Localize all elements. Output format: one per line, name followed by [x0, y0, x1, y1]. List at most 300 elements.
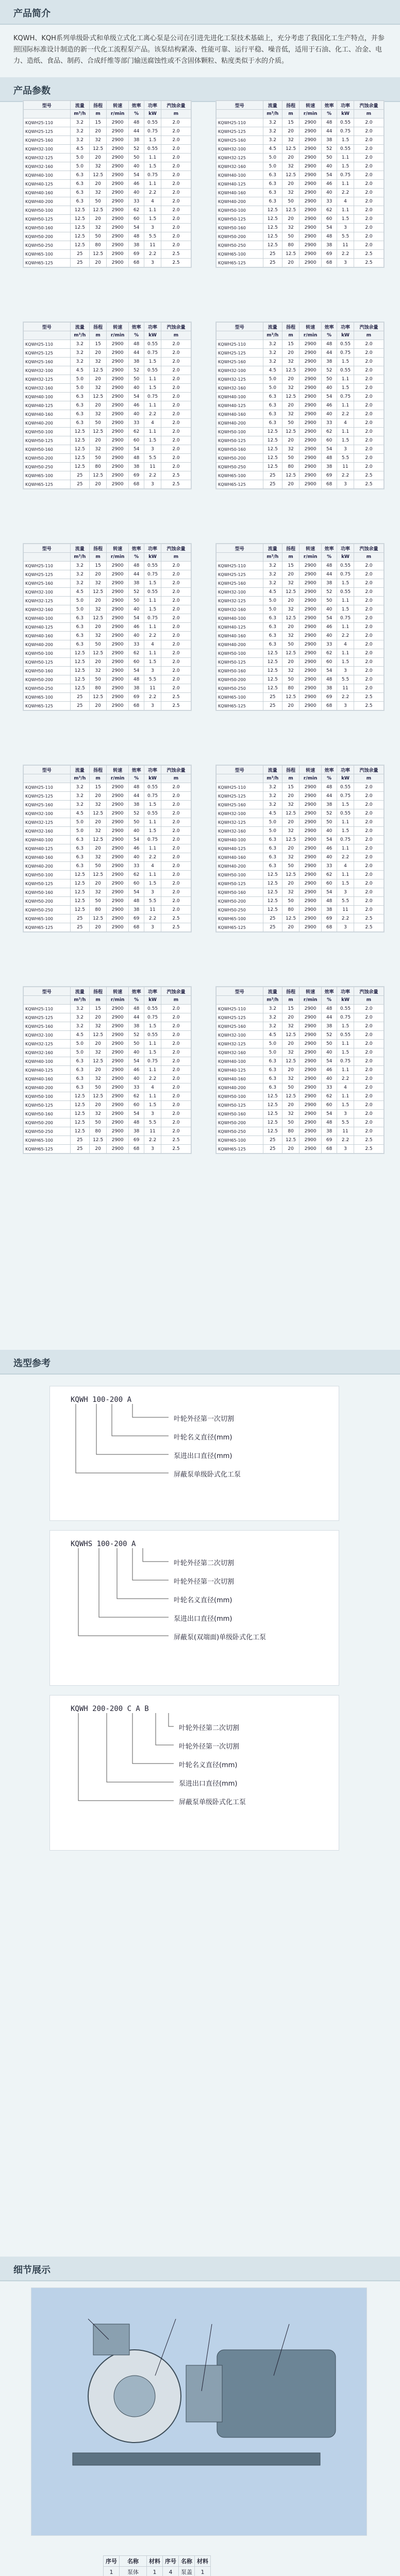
spec-cell: 2.0	[354, 588, 384, 597]
spec-cell: KQWH40-200	[216, 419, 263, 428]
spec-cell: 2.0	[354, 171, 384, 180]
spec-cell: 48	[322, 562, 337, 570]
table-row	[24, 1048, 191, 1057]
spec-cell: 20	[90, 1101, 107, 1110]
spec-cell: 2.0	[354, 1005, 384, 1013]
spec-col-header: 流量	[70, 323, 90, 331]
spec-cell: KQWH32-160	[216, 384, 263, 393]
spec-cell: 2.0	[354, 906, 384, 914]
spec-cell: 0.55	[337, 588, 354, 597]
spec-cell: 48	[129, 118, 144, 127]
spec-cell: 46	[129, 1066, 144, 1075]
table-row	[216, 888, 384, 897]
spec-col-header: 汽蚀余量	[354, 987, 384, 996]
spec-cell: 12.5	[282, 649, 299, 658]
spec-cell: 1.1	[337, 649, 354, 658]
spec-cell: 46	[322, 401, 337, 410]
spec-unit-header: kW	[144, 110, 161, 118]
table-row	[216, 232, 384, 241]
spec-cell: 6.3	[70, 410, 90, 419]
spec-col-header: 扬程	[282, 544, 299, 553]
table-row	[216, 480, 384, 489]
spec-cell: 3.2	[263, 792, 282, 801]
spec-cell: 0.75	[144, 171, 161, 180]
spec-unit-header: %	[129, 996, 144, 1005]
spec-cell: 2900	[299, 180, 322, 189]
spec-cell: 5.0	[263, 154, 282, 162]
table-row	[216, 1118, 384, 1127]
spec-cell: 54	[322, 1110, 337, 1118]
spec-cell: 2.0	[354, 241, 384, 250]
spec-cell: 52	[322, 809, 337, 818]
spec-cell: 20	[282, 1066, 299, 1075]
spec-cell: 2.0	[161, 410, 191, 419]
spec-cell: 2.0	[354, 118, 384, 127]
spec-unit-header: %	[129, 774, 144, 783]
table-row	[24, 349, 191, 358]
spec-cell: 1.5	[144, 879, 161, 888]
spec-cell: 12.5	[70, 649, 90, 658]
spec-cell: 20	[90, 1145, 107, 1154]
spec-cell: 50	[129, 597, 144, 605]
select-header	[0, 1350, 400, 1375]
spec-cell: 12.5	[263, 224, 282, 232]
spec-cell: 20	[282, 879, 299, 888]
table-row	[24, 171, 191, 180]
table-row	[216, 649, 384, 658]
spec-cell: KQWH50-250	[216, 684, 263, 693]
table-row	[216, 914, 384, 923]
spec-cell: 1.1	[144, 1040, 161, 1048]
bracket-lines-2	[50, 1531, 339, 1685]
spec-cell: 2.5	[161, 471, 191, 480]
spec-cell: 2900	[107, 1092, 129, 1101]
spec-cell: 20	[282, 1145, 299, 1154]
spec-cell: 2900	[107, 1048, 129, 1057]
table-row	[216, 588, 384, 597]
spec-cell: 25	[263, 259, 282, 267]
spec-cell: 1.5	[144, 1048, 161, 1057]
spec-cell: 2.0	[354, 349, 384, 358]
spec-cell: 11	[144, 241, 161, 250]
spec-cell: KQWH25-110	[24, 118, 71, 127]
spec-cell: 54	[129, 224, 144, 232]
table-row	[216, 358, 384, 366]
spec-cell: 2.0	[354, 419, 384, 428]
spec-cell: 69	[129, 471, 144, 480]
spec-cell: 0.55	[144, 1031, 161, 1040]
spec-cell: 2.2	[337, 410, 354, 419]
spec-pane	[23, 765, 192, 933]
spec-cell: 2900	[107, 1110, 129, 1118]
spec-cell: 2.5	[354, 923, 384, 932]
spec-cell: 12.5	[90, 1136, 107, 1145]
spec-unit-header: kW	[144, 553, 161, 562]
spec-cell: 20	[282, 623, 299, 632]
table-row	[216, 597, 384, 605]
spec-cell: 2.2	[144, 1136, 161, 1145]
spec-unit-header: m	[354, 331, 384, 340]
table-row	[216, 471, 384, 480]
spec-cell: 2.0	[354, 605, 384, 614]
spec-cell: 4.5	[263, 1031, 282, 1040]
spec-cell: 2.0	[354, 1057, 384, 1066]
spec-cell: 2.0	[161, 145, 191, 154]
spec-cell: 2900	[107, 224, 129, 232]
spec-cell: 2900	[299, 658, 322, 667]
spec-cell: 2.0	[161, 649, 191, 658]
spec-cell: 2900	[107, 675, 129, 684]
spec-cell: 2900	[299, 136, 322, 145]
spec-cell: KQWH32-125	[24, 597, 71, 605]
spec-cell: 50	[282, 1083, 299, 1092]
spec-cell: 6.3	[263, 180, 282, 189]
spec-col-header: 转速	[107, 766, 129, 774]
table-row	[24, 419, 191, 428]
spec-cell: 2.2	[337, 189, 354, 197]
spec-cell: 5.0	[263, 1040, 282, 1048]
spec-cell: 1.1	[337, 180, 354, 189]
spec-cell: 2900	[299, 862, 322, 871]
spec-cell: 2.0	[161, 675, 191, 684]
spec-col-header: 扬程	[90, 766, 107, 774]
spec-col-header: 功率	[337, 766, 354, 774]
spec-cell: KQWH50-250	[216, 906, 263, 914]
spec-cell: 48	[322, 675, 337, 684]
spec-cell: 2.0	[161, 454, 191, 463]
spec-cell: 54	[322, 667, 337, 675]
intro-text: KQWH、KQH系列单级卧式和单级立式化工离心泵是公司在引进先进化工泵技术基础上，充分考虑了我国化工生产特点，并参照国际标准设计制造的新一代化工流程泵产品。该泵结构紧凑、性能可靠、运行平稳、噪音低，适用于石油、化工、冶金、电力、造纸、食品、制药、合成纤维等部门输送腐蚀性或不含固体颗粒、粘度类似于水的介质。	[13, 35, 385, 65]
spec-pane	[23, 543, 192, 711]
spec-cell: 1.5	[337, 384, 354, 393]
spec-cell: 2.5	[161, 702, 191, 710]
spec-col-header: 效率	[322, 323, 337, 331]
spec-cell: 2.0	[354, 1118, 384, 1127]
spec-unit-header	[24, 553, 71, 562]
spec-cell: KQWH25-160	[216, 579, 263, 588]
spec-cell: 5.5	[144, 675, 161, 684]
spec-cell: 12.5	[282, 588, 299, 597]
spec-cell: 32	[90, 667, 107, 675]
spec-cell: 68	[129, 480, 144, 489]
spec-cell: 54	[129, 614, 144, 623]
spec-cell: KQWH40-125	[24, 844, 71, 853]
spec-cell: 25	[70, 250, 90, 259]
table-row	[24, 358, 191, 366]
spec-cell: 2900	[107, 783, 129, 792]
spec-cell: 20	[90, 844, 107, 853]
struct-header	[0, 2257, 400, 2281]
spec-cell: 20	[282, 180, 299, 189]
spec-cell: 6.3	[70, 419, 90, 428]
spec-cell: 1.1	[337, 428, 354, 436]
spec-cell: 1.5	[144, 827, 161, 836]
spec-cell: 40	[322, 384, 337, 393]
spec-cell: 40	[322, 189, 337, 197]
spec-cell: 32	[282, 888, 299, 897]
spec-cell: 20	[282, 844, 299, 853]
spec-cell: 2900	[107, 1083, 129, 1092]
table-row	[216, 118, 384, 127]
spec-cell: 2.0	[354, 206, 384, 215]
struct-heading: 细节展示	[13, 2265, 51, 2276]
spec-cell: 20	[282, 401, 299, 410]
spec-cell: 2900	[107, 809, 129, 818]
spec-cell: 48	[322, 454, 337, 463]
spec-cell: 2900	[107, 605, 129, 614]
spec-cell: KQWH50-125	[216, 436, 263, 445]
spec-cell: 54	[322, 393, 337, 401]
spec-cell: 20	[90, 436, 107, 445]
table-row	[216, 1022, 384, 1031]
spec-cell: 12.5	[90, 1092, 107, 1101]
spec-pane	[215, 321, 385, 489]
spec-cell: 2.0	[354, 1101, 384, 1110]
table-row	[24, 597, 191, 605]
legend2-2: 叶轮名义直径(mm)	[174, 1597, 232, 1604]
spec-cell: 38	[129, 684, 144, 693]
spec-cell: 69	[322, 693, 337, 702]
spec-cell: 2.2	[144, 693, 161, 702]
table-row	[24, 836, 191, 844]
spec-cell: 20	[90, 215, 107, 224]
table-row	[24, 259, 191, 267]
spec-col-header: 功率	[144, 766, 161, 774]
spec-cell: 12.5	[70, 454, 90, 463]
table-row	[24, 436, 191, 445]
table-row	[216, 154, 384, 162]
spec-cell: 3	[337, 923, 354, 932]
spec-cell: 2.0	[161, 853, 191, 862]
spec-cell: 6.3	[263, 632, 282, 640]
table-row	[216, 171, 384, 180]
spec-cell: 2.0	[354, 836, 384, 844]
spec-cell: 12.5	[263, 1110, 282, 1118]
spec-cell: 2.0	[161, 1013, 191, 1022]
spec-cell: 2.0	[354, 375, 384, 384]
spec-cell: 1.5	[337, 801, 354, 809]
spec-cell: 20	[90, 658, 107, 667]
table-row	[24, 675, 191, 684]
spec-cell: KQWH50-200	[24, 675, 71, 684]
spec-cell: 2.0	[354, 1075, 384, 1083]
spec-cell: 2.2	[337, 250, 354, 259]
spec-col-header: 效率	[322, 101, 337, 110]
spec-cell: 2.0	[354, 1083, 384, 1092]
spec-cell: 2.0	[161, 445, 191, 454]
spec-cell: 2.0	[161, 118, 191, 127]
spec-cell: 32	[90, 605, 107, 614]
spec-cell: KQWH50-125	[24, 879, 71, 888]
spec-cell: KQWH65-125	[24, 480, 71, 489]
spec-cell: 2900	[107, 888, 129, 897]
spec-cell: KQWH25-160	[216, 1022, 263, 1031]
spec-cell: 2900	[299, 783, 322, 792]
spec-cell: 12.5	[70, 1092, 90, 1101]
spec-cell: 20	[282, 570, 299, 579]
spec-cell: 3	[337, 1110, 354, 1118]
spec-cell: 2900	[107, 463, 129, 471]
spec-cell: 2900	[107, 818, 129, 827]
spec-cell: 0.55	[337, 562, 354, 570]
spec-unit-header: m	[282, 553, 299, 562]
spec-col-header: 流量	[263, 101, 282, 110]
spec-cell: KQWH65-125	[216, 480, 263, 489]
spec-cell: KQWH25-160	[24, 801, 71, 809]
spec-cell: 2.0	[161, 393, 191, 401]
spec-cell: 3.2	[70, 340, 90, 349]
spec-cell: 50	[322, 154, 337, 162]
spec-cell: KQWH40-200	[24, 1083, 71, 1092]
spec-cell: 2.0	[354, 862, 384, 871]
spec-cell: 2.0	[161, 1083, 191, 1092]
spec-cell: KQWH25-125	[24, 349, 71, 358]
spec-cell: 2.0	[354, 197, 384, 206]
spec-table	[216, 987, 384, 1154]
spec-cell: 2900	[299, 605, 322, 614]
spec-cell: 1.5	[337, 358, 354, 366]
spec-cell: 5.0	[263, 1048, 282, 1057]
spec-cell: 62	[129, 428, 144, 436]
spec-cell: KQWH32-100	[216, 145, 263, 154]
spec-cell: 3.2	[70, 1013, 90, 1022]
spec-unit-header: kW	[337, 996, 354, 1005]
spec-cell: KQWH50-160	[24, 888, 71, 897]
spec-cell: KQWH50-160	[24, 1110, 71, 1118]
spec-cell: 32	[282, 605, 299, 614]
table-row	[24, 632, 191, 640]
spec-cell: KQWH40-200	[24, 640, 71, 649]
spec-cell: 5.5	[144, 897, 161, 906]
legend3-1: 叶轮外径第一次切割	[179, 1743, 240, 1751]
spec-cell: 32	[90, 1110, 107, 1118]
spec-cell: 2900	[299, 570, 322, 579]
table-row	[24, 180, 191, 189]
spec-col-header: 转速	[299, 101, 322, 110]
spec-unit-header: kW	[144, 331, 161, 340]
spec-cell: 48	[322, 1118, 337, 1127]
spec-cell: 2.5	[161, 1136, 191, 1145]
spec-col-header: 型号	[24, 101, 71, 110]
table-row	[216, 1145, 384, 1154]
spec-cell: 2.2	[144, 250, 161, 259]
table-row	[24, 1075, 191, 1083]
spec-unit-header: m³/h	[70, 331, 90, 340]
spec-cell: 2.0	[161, 136, 191, 145]
spec-unit-header: m	[161, 774, 191, 783]
spec-cell: 2900	[107, 471, 129, 480]
spec-cell: KQWH25-125	[24, 127, 71, 136]
spec-cell: 12.5	[282, 393, 299, 401]
spec-cell: 0.75	[337, 349, 354, 358]
spec-cell: KQWH65-100	[24, 250, 71, 259]
spec-cell: 38	[129, 136, 144, 145]
spec-cell: KQWH50-125	[24, 215, 71, 224]
spec-col-header: 功率	[144, 987, 161, 996]
spec-cell: 2900	[107, 906, 129, 914]
spec-cell: 32	[282, 1075, 299, 1083]
spec-cell: 6.3	[70, 1057, 90, 1066]
spec-cell: 6.3	[263, 393, 282, 401]
spec-cell: 50	[90, 197, 107, 206]
spec-cell: KQWH65-100	[24, 471, 71, 480]
spec-cell: 3.2	[70, 570, 90, 579]
spec-cell: 2900	[107, 480, 129, 489]
spec-col-header: 型号	[216, 766, 263, 774]
spec-cell: 2.5	[354, 702, 384, 710]
table-row	[216, 1101, 384, 1110]
spec-cell: 2.2	[337, 471, 354, 480]
spec-cell: KQWH40-125	[216, 401, 263, 410]
spec-cell: 2900	[299, 154, 322, 162]
spec-cell: 50	[322, 1040, 337, 1048]
table-row	[216, 562, 384, 570]
spec-cell: 2900	[107, 649, 129, 658]
spec-cell: 6.3	[70, 180, 90, 189]
spec-cell: 68	[322, 480, 337, 489]
table-row	[24, 1136, 191, 1145]
spec-cell: 69	[129, 914, 144, 923]
spec-cell: KQWH25-125	[216, 127, 263, 136]
spec-cell: KQWH32-160	[24, 827, 71, 836]
spec-cell: 6.3	[263, 197, 282, 206]
spec-cell: KQWH40-160	[216, 410, 263, 419]
spec-cell: 40	[322, 827, 337, 836]
spec-cell: 2.0	[354, 189, 384, 197]
spec-cell: 48	[129, 562, 144, 570]
table-row	[24, 189, 191, 197]
pump-drawing	[31, 2287, 367, 2536]
spec-cell: 12.5	[282, 471, 299, 480]
material-col-header: 名称	[120, 2556, 147, 2567]
spec-cell: 46	[322, 844, 337, 853]
spec-cell: 2.0	[354, 684, 384, 693]
spec-cell: 20	[282, 792, 299, 801]
spec-cell: 1.5	[337, 658, 354, 667]
spec-cell: 2900	[299, 871, 322, 879]
spec-cell: 5.0	[70, 154, 90, 162]
spec-cell: 46	[129, 180, 144, 189]
spec-cell: 48	[322, 897, 337, 906]
spec-cell: KQWH50-160	[216, 445, 263, 454]
spec-cell: 60	[129, 879, 144, 888]
spec-cell: 60	[129, 215, 144, 224]
spec-cell: 12.5	[263, 232, 282, 241]
table-row	[24, 410, 191, 419]
spec-cell: KQWH40-160	[216, 1075, 263, 1083]
spec-cell: 5.5	[144, 1118, 161, 1127]
spec-cell: 1.5	[144, 1101, 161, 1110]
spec-cell: 12.5	[282, 428, 299, 436]
spec-cell: 20	[90, 1066, 107, 1075]
table-row	[24, 827, 191, 836]
spec-unit-header: m	[161, 110, 191, 118]
spec-cell: 12.5	[263, 428, 282, 436]
spec-cell: 1.1	[337, 206, 354, 215]
spec-cell: 2900	[299, 588, 322, 597]
legend1-3: 屏蔽泵单级卧式化工泵	[174, 1471, 241, 1479]
spec-cell: 2900	[299, 792, 322, 801]
spec-cell: 1.5	[337, 162, 354, 171]
spec-cell: KQWH50-200	[216, 454, 263, 463]
spec-col-header: 汽蚀余量	[354, 766, 384, 774]
spec-cell: 32	[90, 827, 107, 836]
spec-cell: 25	[70, 693, 90, 702]
spec-cell: 5.0	[70, 827, 90, 836]
spec-cell: 38	[129, 906, 144, 914]
table-row	[24, 471, 191, 480]
material-cell: 泵体	[120, 2567, 147, 2576]
